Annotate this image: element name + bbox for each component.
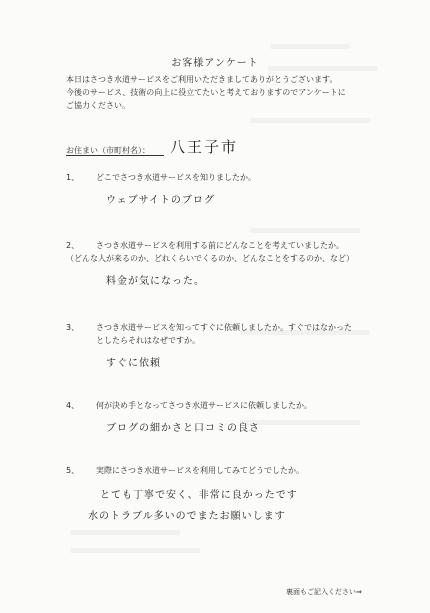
address-underline: [66, 155, 164, 156]
handwritten-answer: ウェブサイトのブログ: [106, 195, 215, 206]
bleed-through-mark: [250, 118, 370, 123]
question-text: さつき水道サービスを知ってすぐに依頼しましたか。すぐではなかった: [96, 323, 352, 332]
intro-text: [66, 73, 386, 112]
intro-line: ご協力ください。: [66, 101, 130, 110]
question-text: 何が決め手となってさつき水道サービスに依頼しましたか。: [96, 401, 312, 410]
handwritten-answer: ブログの細かさと口コミの良さ: [106, 423, 260, 434]
address-answer-handwritten: 八王子市: [170, 138, 239, 156]
question-text: どこでさつき水道サービスを知りましたか。: [96, 173, 256, 182]
intro-line: 本日はさつき水道サービスをご利用いただきましてありがとうございます。: [66, 75, 338, 84]
reverse-side-note: 裏面もご記入ください⇒: [286, 588, 362, 596]
bleed-through-mark: [270, 44, 350, 49]
question-number: 1、: [66, 173, 80, 182]
question-number: 4、: [66, 401, 80, 410]
page-title: お客様アンケート: [171, 58, 259, 69]
handwritten-answer: 料金が気になった。: [106, 276, 205, 287]
question-text: 実際にさつき水道サービスを利用してみてどうでしたか。: [96, 466, 304, 475]
question-number: 2、: [66, 241, 80, 250]
question-number: 3、: [66, 323, 80, 332]
question-text: さつき水道サービスを利用する前にどんなことを考えていましたか。: [96, 241, 344, 250]
bleed-through-mark: [70, 530, 180, 535]
question-number: 5、: [66, 466, 80, 475]
handwritten-answer: とても丁寧で安く、非常に良かったです: [100, 490, 298, 501]
bleed-through-mark: [70, 548, 200, 553]
handwritten-answer: 水のトラブル多いのでまたお願いします: [88, 511, 286, 522]
bleed-through-mark: [250, 228, 360, 233]
question-text: （どんな人が来るのか、どれくらいでくるのか、どんなことをするのか、など）: [66, 254, 354, 263]
intro-line: 今後のサービス、技術の向上に役立てたいと考えておりますのでアンケートに: [66, 88, 346, 97]
handwritten-answer: すぐに依頼: [106, 358, 161, 369]
question-text: としたらそれはなぜですか。: [96, 336, 200, 345]
address-label: お住まい（市町村名）：: [66, 146, 150, 155]
